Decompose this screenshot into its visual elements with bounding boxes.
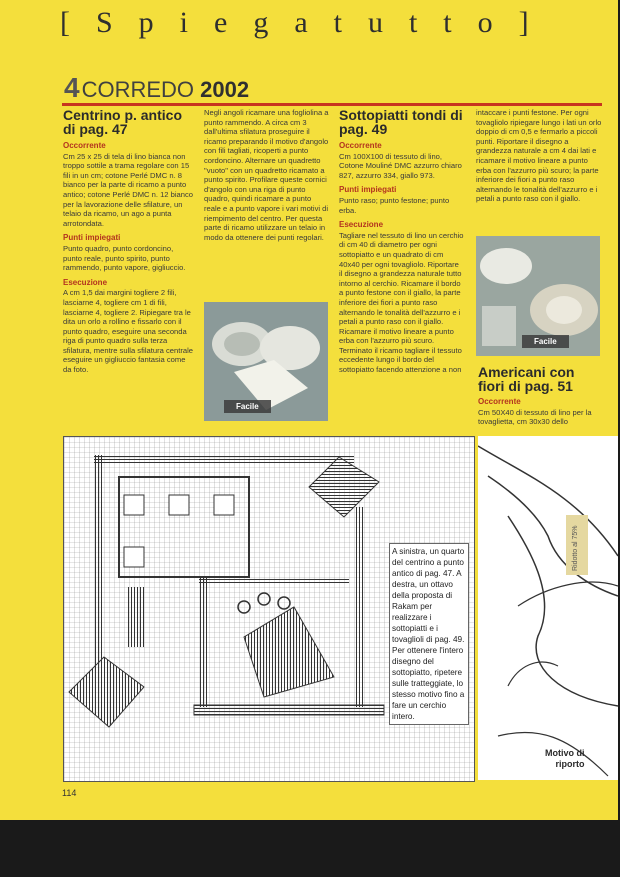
article-title: Americani con fiori di pag. 51 <box>478 364 575 394</box>
article-sottopiatti-continued <box>476 108 602 204</box>
section-heading: Esecuzione <box>63 277 108 287</box>
reduction-note <box>566 515 588 575</box>
issue-name: CORREDO <box>81 77 195 102</box>
article-americani <box>478 365 604 427</box>
section-text: Cm 50X40 di tessuto di lino per la tovaglietta, cm 30x30 dello <box>478 407 592 427</box>
section-heading: Esecuzione <box>339 220 384 230</box>
motif-label-line2: riporto <box>555 759 585 769</box>
section-heading: Punti impiegati <box>339 185 397 195</box>
section-text: Cm 25 x 25 di tela di lino bianca non troppo sottile a trama regolare con 15 fili in un cm; cotone Perlé DMC n. 8 bianco per la parte di ricamo a punto antico; cotone Perlé DMC n. 12 bianco per la lavorazione delle sfilature, un telaio da ricamo, un ago a punta arrotondata. <box>63 151 194 228</box>
section-text: intaccare i punti festone. Per ogni tovagliolo ripiegare lungo i lati un orlo doppio di cm 0,5 e fermarlo a piccoli punti. Riportare il disegno a grandezza naturale a cm 4 dai lati e ricamare il motivo lineare a punto erba con l'azzurro più scuro; la parte inferiore dei fiori a punto raso alternando le tonalità dell'azzurro e i petali a punto raso con il giallo. <box>476 108 602 204</box>
motif-pattern <box>478 436 618 780</box>
motif-drawing <box>478 436 618 780</box>
article-centrino <box>63 108 193 375</box>
issue-title <box>64 72 249 104</box>
section-text: A cm 1,5 dai margini togliere 2 fili, lasciarne 4, togliere cm 1 di fili, lasciarne 4, togliere 2. Ripiegare tra le dita un orlo a rollino e fissarlo con il punto quadro, eseguire una seconda riga di punto quadro sulla terza sfilatura, mentre sulla sfilatura centrale eseguire un gigliuccio fantasia come da foto. <box>63 288 193 375</box>
section-heading: Occorrente <box>339 141 382 150</box>
section-text: Negli angoli ricamare una fogliolina a punto rammendo. A circa cm 3 dall'ultima sfilatura proseguire il ricamo preparando il motivo d'angolo con fili tagliati, ricoperti a punto cordoncino. Alternare un quadretto "vuoto" con un quadretto ricamato a punto spirito. Profilare queste cornici d'angolo con una riga di punto quadro, quindi ricamare a punto reale e a punto vapore i vari motivi di riempimento del centro. Per questa parte di ricamo utilizzare un telaio in modo da ottenere dei punti regolari. <box>204 108 329 242</box>
section-heading: Occorrente <box>478 397 521 406</box>
diagram-caption: A sinistra, un quarto del centrino a punto antico di pag. 47. A destra, un ottavo della proposta di Rakam per realizzare i sottopiatti e i tovaglioli di pag. 49. Per ottenere l'intero disegno del sottopiatto, ripetere sulle tratteggiate, lo stesso motivo fino a fare un cerchio intero. <box>389 543 469 725</box>
section-text: Tagliare nel tessuto di lino un cerchio di cm 40 di diametro per ogni sottopiatto e un quadrato di cm 40x40 per ogni tovagliolo. Riportare il disegno a grandezza naturale tutto intorno al cerchio. Ricamare il bordo a punto festone con il giallo, la parte inferiore dei fiori a punto raso alternando le tonalità dell'azzurro e i petali a punto raso con il giallo. Ricamare il motivo lineare a punto erba con l'azzurro più scuro. Terminato il ricamo tagliare il tessuto eccedente lungo il bordo del sottopiatto facendo attenzione a non <box>339 230 464 375</box>
difficulty-badge: Facile <box>522 335 569 348</box>
section-heading: Occorrente <box>63 141 106 150</box>
section-heading: Punti impiegati <box>63 233 121 243</box>
section-header: [Spiegatutto] <box>60 6 555 39</box>
article-centrino-continued <box>204 108 330 242</box>
photo-centrino <box>204 302 328 421</box>
photo-sottopiatti <box>476 236 600 356</box>
difficulty-badge: Facile <box>224 400 271 413</box>
section-text: Cm 100X100 di tessuto di lino, Cotone Mouliné DMC azzurro chiaro 827, azzurro 334, giallo 973. <box>339 151 462 180</box>
page-number: 114 <box>62 788 77 798</box>
article-title: Centrino p. antico di pag. 47 <box>63 107 182 137</box>
article-title: Sottopiatti tondi di pag. 49 <box>339 107 463 137</box>
section-text: Punto raso; punto festone; punto erba. <box>339 195 450 215</box>
motif-label <box>545 748 585 770</box>
article-sottopiatti <box>339 108 464 375</box>
reduction-text: Ridotto al 75% <box>572 525 579 571</box>
issue-number: 4 <box>64 72 80 103</box>
motif-label-line1: Motivo di <box>545 748 585 758</box>
divider-line <box>62 103 602 106</box>
section-text: Punto quadro, punto cordoncino, punto reale, punto spirito, punto rammendo, punto vapore, gigliuccio. <box>63 243 186 273</box>
issue-year: 2002 <box>200 77 250 102</box>
